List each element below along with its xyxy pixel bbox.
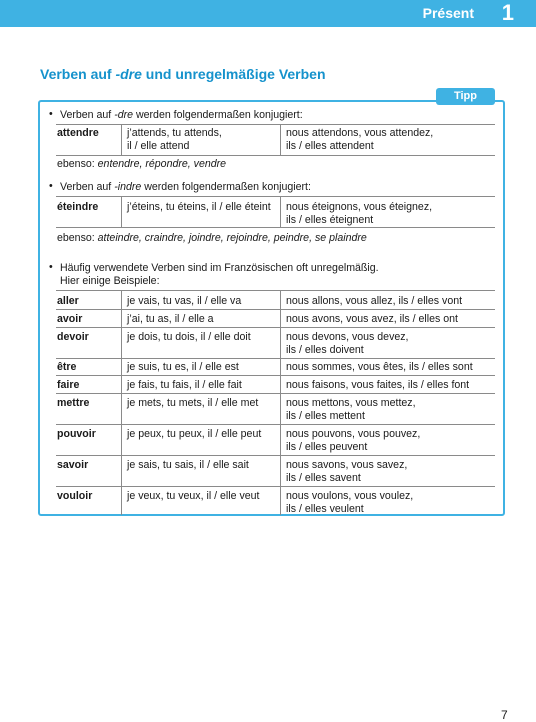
verb-label: être bbox=[57, 361, 77, 373]
singular-forms: j’éteins, tu éteins, il / elle éteint bbox=[127, 201, 271, 213]
singular-forms: j’ai, tu as, il / elle a bbox=[127, 313, 214, 325]
plural-forms: nous faisons, vous faites, ils / elles font bbox=[286, 379, 470, 391]
header-bar bbox=[0, 0, 536, 27]
singular-forms: je peux, tu peux, il / elle peut bbox=[127, 428, 262, 440]
singular-forms: je dois, tu dois, il / elle doit bbox=[127, 331, 251, 343]
divider bbox=[56, 309, 495, 310]
divider bbox=[56, 455, 495, 456]
ebenso-line: ebenso: atteindre, craindre, joindre, rejoindre, peindre, se plaindre bbox=[57, 232, 367, 244]
divider bbox=[56, 375, 495, 376]
block3-intro: Hier einige Beispiele: bbox=[60, 275, 160, 287]
singular-forms: j’attends, tu attends, bbox=[127, 127, 222, 139]
plural-forms: nous savons, vous savez, bbox=[286, 459, 408, 471]
verb-label: devoir bbox=[57, 331, 89, 343]
column-divider bbox=[280, 291, 281, 515]
column-divider bbox=[280, 197, 281, 227]
tipp-label: Tipp bbox=[436, 88, 495, 105]
verb-label: attendre bbox=[57, 127, 99, 139]
verb-label: faire bbox=[57, 379, 80, 391]
plural-forms: ils / elles peuvent bbox=[286, 441, 368, 453]
divider bbox=[56, 424, 495, 425]
divider bbox=[56, 155, 495, 156]
column-divider bbox=[121, 125, 122, 155]
plural-forms: ils / elles savent bbox=[286, 472, 361, 484]
verb-label: éteindre bbox=[57, 201, 99, 213]
plural-forms: ils / elles veulent bbox=[286, 503, 364, 515]
plural-forms: nous attendons, vous attendez, bbox=[286, 127, 434, 139]
plural-forms: nous devons, vous devez, bbox=[286, 331, 409, 343]
verb-label: avoir bbox=[57, 313, 83, 325]
singular-forms: je suis, tu es, il / elle est bbox=[127, 361, 239, 373]
singular-forms: je fais, tu fais, il / elle fait bbox=[127, 379, 242, 391]
section-title: Présent bbox=[422, 5, 474, 21]
column-divider bbox=[280, 125, 281, 155]
verb-label: savoir bbox=[57, 459, 89, 471]
plural-forms: ils / elles attendent bbox=[286, 140, 374, 152]
plural-forms: nous voulons, vous voulez, bbox=[286, 490, 414, 502]
divider bbox=[56, 227, 495, 228]
block2-intro: Verben auf -indre werden folgendermaßen konjugiert: bbox=[60, 181, 311, 193]
bullet: • bbox=[49, 261, 53, 273]
singular-forms: je vais, tu vas, il / elle va bbox=[127, 295, 242, 307]
divider bbox=[56, 358, 495, 359]
plural-forms: nous éteignons, vous éteignez, bbox=[286, 201, 433, 213]
bullet: • bbox=[49, 180, 53, 192]
block1-intro: Verben auf -dre werden folgendermaßen konjugiert: bbox=[60, 109, 303, 121]
page-number: 7 bbox=[501, 708, 508, 722]
plural-forms: ils / elles mettent bbox=[286, 410, 365, 422]
page-heading: Verben auf -dre und unregelmäßige Verben bbox=[40, 66, 326, 82]
plural-forms: nous mettons, vous mettez, bbox=[286, 397, 416, 409]
plural-forms: ils / elles doivent bbox=[286, 344, 364, 356]
column-divider bbox=[121, 197, 122, 227]
bullet: • bbox=[49, 108, 53, 120]
block3-intro: Häufig verwendete Verben sind im Französischen oft unregelmäßig. bbox=[60, 262, 379, 274]
chapter-number: 1 bbox=[501, 0, 514, 25]
divider bbox=[56, 327, 495, 328]
verb-label: aller bbox=[57, 295, 79, 307]
plural-forms: nous avons, vous avez, ils / elles ont bbox=[286, 313, 458, 325]
plural-forms: ils / elles éteignent bbox=[286, 214, 374, 226]
verb-label: mettre bbox=[57, 397, 90, 409]
ebenso-line: ebenso: entendre, répondre, vendre bbox=[57, 158, 227, 170]
plural-forms: nous pouvons, vous pouvez, bbox=[286, 428, 421, 440]
singular-forms: je sais, tu sais, il / elle sait bbox=[127, 459, 249, 471]
verb-label: pouvoir bbox=[57, 428, 96, 440]
verb-label: vouloir bbox=[57, 490, 93, 502]
singular-forms: il / elle attend bbox=[127, 140, 190, 152]
divider bbox=[56, 486, 495, 487]
plural-forms: nous sommes, vous êtes, ils / elles sont bbox=[286, 361, 473, 373]
column-divider bbox=[121, 291, 122, 515]
singular-forms: je mets, tu mets, il / elle met bbox=[127, 397, 259, 409]
singular-forms: je veux, tu veux, il / elle veut bbox=[127, 490, 260, 502]
plural-forms: nous allons, vous allez, ils / elles vont bbox=[286, 295, 463, 307]
divider bbox=[56, 393, 495, 394]
